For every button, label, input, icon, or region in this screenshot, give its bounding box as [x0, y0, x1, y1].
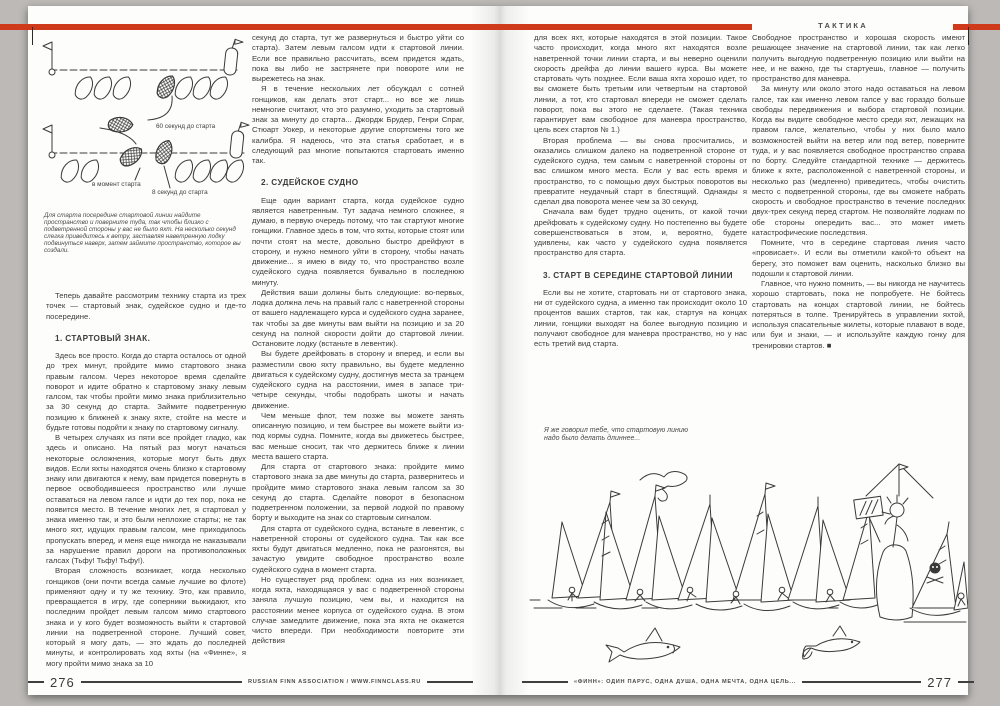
committee-boat-2	[229, 121, 249, 158]
diagram-label-8s: 8 секунд до старта	[152, 189, 208, 196]
footer-rule	[522, 681, 568, 683]
paragraph: Теперь давайте рассмотрим технику старта из трех точек — стартовый знак, судейское судно и где-то посередине.	[46, 291, 246, 321]
seagull	[640, 472, 687, 502]
paragraph: Если вы не хотите, стартовать ни от стартового знака, ни от судейского судна, а именно так происходит около 10 процентов ваших стартов, так как, стартуя на концах линии, гонщики выходят на более выгодную позицию и получают свободное для маневра пространство, но у нас есть третий вид старта.	[534, 287, 747, 348]
fleet-row-1	[74, 73, 230, 101]
pin-end-mark	[43, 42, 55, 75]
footer-rule	[958, 681, 974, 683]
leader-line-60s	[148, 96, 172, 120]
start-line-cartoon	[528, 450, 968, 674]
paragraph: Вторая сложность возникает, когда несколько гонщиков (они почти всегда самые лучшие во флоте) применяют одну и ту же технику. Это, как правило, превращается в игру, где соперники выжидают, кто последним пройдет левым галсом мимо стартового знака и у кого будет возможность выйти к стартовой линии на подветренной стороне. Лучший совет, который я могу дать, — это ждать до последней минуты, и контролировать ход яхты (на «Финне», я могу пройти мимо знака за 10	[46, 566, 246, 668]
paragraph: Здесь все просто. Когда до старта осталось от одной до трех минут, пройдите мимо стартового знака правым галсом. Через некоторое время сделайте поворот и идите обратно к стартовому знаку левым галсом, так чтобы пройти мимо знака приблизительно за 30 секунд до старта. Займите подветренную позицию к ближней к знаку яхте, стойте на месте и будьте готовы подойти к знаку по стартовому сигналу.	[46, 351, 246, 432]
heading-midline-start: 3. СТАРТ В СЕРЕДИНЕ СТАРТОВОЙ ЛИНИИ	[543, 270, 733, 280]
shark-right	[803, 626, 860, 659]
diagram-at-start	[43, 121, 249, 196]
pirate-sail	[910, 522, 960, 615]
footer-rule	[427, 681, 473, 683]
paragraph: Для старта от судейского судна, встаньте в левентик, с наветренной стороны от судейского судна. Так как все яхты будут двигаться медленно, пока не разгонятся, вы зачастую увидите свободное пространство возле судейского судна в момент старта.	[252, 523, 464, 574]
paragraph: Но существует ряд проблем: одна из них возникает, когда яхта, находящаяся у вас с подветренной стороны заняла лучшую позицию, чем вы, и находится на расстоянии менее корпуса от судейского судна. В этом случае замедлите движение, пока эта яхта не окажется чисто впереди. При необходимости повторите эти действия	[252, 574, 464, 646]
fleet-row-2	[60, 157, 246, 184]
paragraph: секунд до старта, тут же развернуться и быстро уйти со старта). Затем левым галсом идти к стартовой линии. Если все правильно рассчитать, всем придется ждать, пока вы либо не застрянете при повороте или не вырежетесь на знак.	[252, 33, 464, 83]
paragraph: Чем меньше флот, тем позже вы можете занять описанную позицию, и тем быстрее вы можете выйти из-под кормы судна. Помните, когда вы движетесь быстрее, вас меньше сносит, так что держитесь ближе к линии места вашего старта.	[252, 410, 464, 461]
start-line-diagrams	[40, 36, 252, 208]
paragraph: Я в течение нескольких лет обсуждал с сотней гонщиков, как делать этот старт... но все же лишь немногие считают, что это разумно, уходить за стартовый знак за минуту до старта... Джордж Брудер, Генри Спраг, Стюарт Уокер, и некоторые другие спортсмены того же калибра. Я надеюсь, что эта статья сработает, и в следующий раз многие попытаются стартовать именно так.	[252, 84, 464, 165]
footer-rule	[81, 681, 242, 683]
left-column-2	[252, 33, 464, 688]
footer-rule	[28, 681, 44, 683]
footer-rule	[802, 681, 921, 683]
paragraph: Сначала вам будет трудно оценить, от какой точки дрейфовать к судейскому судну. Но постепенно вы будете совершенствоваться в этом, и, вероятно, будете удивлены, как часто у судейского судна появляется пространство для старта.	[534, 207, 747, 258]
right-column-1	[534, 33, 747, 455]
diagram-label-60s: 60 секунд до старта	[156, 123, 216, 130]
heading-committee-boat: 2. СУДЕЙСКОЕ СУДНО	[261, 178, 359, 188]
diagram-60s	[43, 38, 243, 134]
section-title: ТАКТИКА	[818, 21, 868, 30]
right-edge-boat	[954, 562, 968, 610]
paragraph: для всех яхт, которые находятся в этой позиции. Такое часто происходит, когда много яхт находятся возле наветренной точки линии старта, и вы неверно оценили скорость дрейфа до линии вашего курса. Вы можете стартовать чуть позднее. Если ваша яхта хорошо идет, то вы сможете быть третьим или четвертым на стартовой линии, а тот, кто стартовал впереди не сможет сделать поворот, пока вы этого не сделаете. (Такая техника гарантирует вам свободное для маневра пространство, цель всех стартов № 1.)	[534, 33, 747, 135]
page-number-right: 277	[927, 674, 952, 690]
page-number-left: 276	[50, 674, 75, 690]
cartoon-caption: Я же говорил тебе, что стартовую линию надо было делать длиннее...	[544, 427, 689, 443]
paragraph: Вы будете дрейфовать в сторону и вперед, и если вы разместили свою яхту правильно, вы будете медленно двигаться к судейскому судну, достигнув места за транцем судейского судна на расстоянии, имея в запасе три-четыре секунды, чтобы подобрать шкоты и начать движение.	[252, 349, 464, 410]
heading-start-mark: 1. СТАРТОВЫЙ ЗНАК.	[55, 333, 151, 343]
paragraph: Помните, что в середине стартовая линия часто «провисает». И если вы отметили какой-то объект на берегу, это поможет вам оценить, насколько близко вы подошли к стартовой линии.	[752, 238, 965, 278]
results-board	[854, 496, 883, 519]
judge-figure	[882, 495, 908, 547]
diagram-caption: Для старта посередине стартовой линии найдите пространство и поверните туда, так чтобы близко с подветренной стороны у вас не было яхт. На несколько секунд слегка приведитесь к ветру, заставляя наветренную лодку подвинуться наверх, затем займите пространство, которое вы создали.	[44, 212, 241, 254]
skull-icon	[930, 563, 940, 573]
right-column-2	[752, 33, 965, 433]
crop-mark-right	[968, 27, 969, 45]
paragraph: Главное, что нужно помнить, — вы никогда не научитесь хорошо стартовать, пока не попробуете. Не бойтесь стартовать на концах стартовой линии, не бойтесь потеряться в толпе. Тренируйтесь в управлении яхтой, используя спасательные жилеты, которые плавают в воде, или буи и знаки, — и используйте каждую гонку для тренировки стартов. ■	[752, 279, 965, 350]
paragraph: Еще один вариант старта, когда судейское судно является наветренным. Тут задача немного сложнее, я думаю, в первую очередь потому, что так стартуют многие гонщики. Главное здесь в том, что яхты, которые стоят или почти стоят на месте, довольно быстро дрейфуют в сторону, и нужно немного уйти в сторону, чтобы начать движение... я имею в виду то, что пространство возле судейского судна появляется буквально в последнюю минуту.	[252, 195, 464, 287]
pin-end-mark-2	[43, 125, 55, 158]
left-page-footer	[28, 675, 473, 689]
paragraph: В четырех случаях из пяти все пройдет гладко, как здесь и описано. На пятый раз могут начаться некоторые осложнения, которые могут быть двух видов. Если яхты находятся очень близко к стартовому знаку или двигаются к нему, вам придется повернуть в первое освободившееся пространство или лучше оставаться на левом галсе и идти до тех пор, пока не появится место. В течение многих лет, я стартовал у знака именно так, и это были неплохие старты; не так много яхт, идущих правым галсом, мне приходилось пропускать вперед, и меня еще никогда не наказывали за нарушение правил дороги на противоположных галсах (Тьфу! Тьфу! Тьфу!).	[46, 433, 246, 565]
paragraph: За минуту или около этого надо оставаться на левом галсе, так как именно левом галсе у вас гораздо больше свободы передвижения и выбора стартовой позиции. Когда вы видите свободное место среди яхт, лежащих на правом галсе, желательно, чтобы у них было мало возможностей выйти на ветер или под ветер, поверните туда, и у вас появляется свободное пространство справа по борту. Следуйте стандартной технике — держитесь ближе к яхте, расположенной с наветренной стороны, и несколько раз (медленно) приведитесь, чтобы очистить место с подветренной стороны, где вы сможете набрать скорость и свободное пространство в течение последних двух-трех секунд перед стартом. Не позволяйте лодкам по обе стороны опередить вас... это может иметь катастрофические последствия.	[752, 84, 965, 237]
left-column-1	[46, 291, 246, 687]
sail-cluster	[552, 483, 878, 602]
shark-left	[606, 628, 680, 662]
committee-boat	[223, 38, 243, 75]
footer-text-right: «ФИНН»: ОДИН ПАРУС, ОДНА ДУША, ОДНА МЕЧТА, ОДНА ЦЕЛЬ...	[574, 679, 797, 685]
paragraph: Вторая проблема — вы снова просчитались, и оказались слишком далеко на подветренной стороне от судейского судна, тем самым с наветренной стороны от вас слишком много места. Если у вас есть время и пространство, то с помощью двух быстрых поворотов вы превратите неудачный старт в блестящий. Однажды я сделал два поворота менее чем за 30 секунд.	[534, 135, 747, 206]
paragraph: Действия ваши должны быть следующие: во-первых, лодка должна лечь на правый галс с наветренной стороны от вашего надлежащего курса и судейского судна заранее, так чтобы за две минуты вам выйти на позицию и за 20 секунд на полной скорости дойти до стартовой линии. Остановите лодку (встаньте в левентик).	[252, 287, 464, 348]
page-gutter-shadow	[470, 6, 530, 695]
footer-text-left: RUSSIAN FINN ASSOCIATION / WWW.FINNCLASS.RU	[247, 679, 421, 685]
paragraph: Свободное пространство и хорошая скорость имеют решающее значение на стартовой линии, так как легко получить выгодную подветренную позицию или выйти на нее, и не важно, где ты стартуешь, главное — получить пространство для маневра.	[752, 33, 965, 83]
diagram-label-start: в момент старта	[92, 181, 141, 188]
rubric-red-bar-right	[953, 24, 1000, 30]
right-page-footer	[522, 675, 974, 689]
crop-mark-left	[32, 27, 33, 45]
rubric-red-bar-left	[0, 24, 752, 30]
paragraph: Для старта от стартового знака: пройдите мимо стартового знака за две минуты до старта, развернитесь и пройдите мимо стартового знака левым галсом за 30 секунд до старта. Сделайте поворот в безопасном подветренном положении, за первой лодкой по правому борту и выходите на знак со стартовым сигналом.	[252, 462, 464, 523]
